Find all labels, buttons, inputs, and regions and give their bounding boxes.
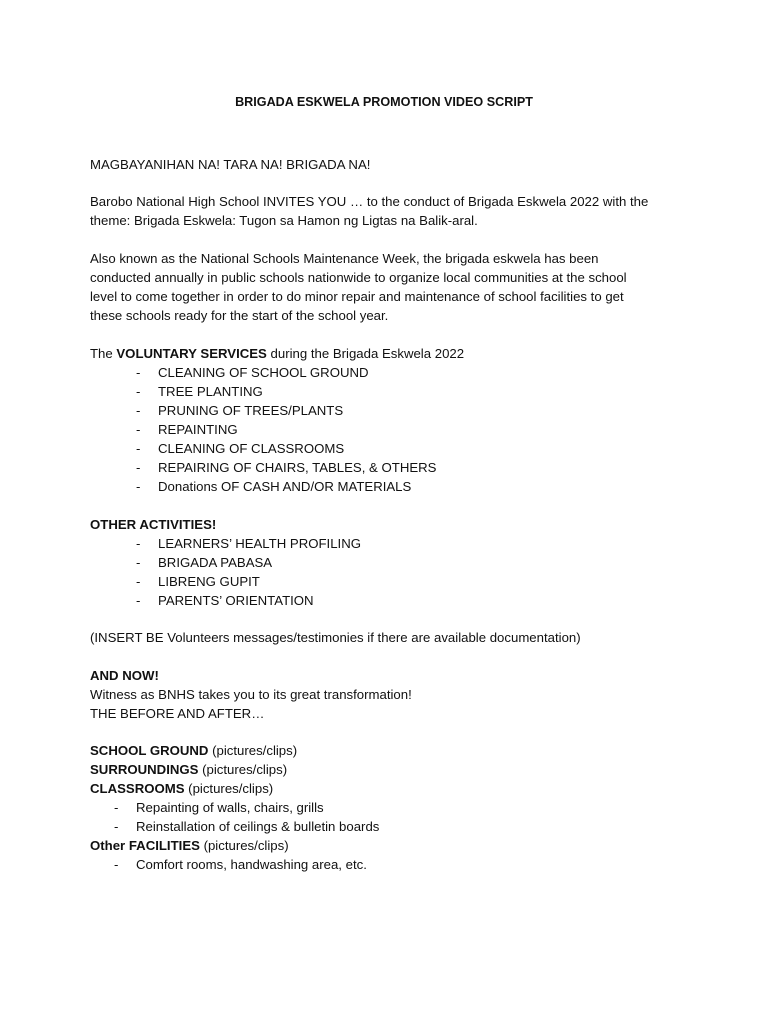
voluntary-prefix: The bbox=[90, 346, 117, 361]
dash-bullet: - bbox=[136, 460, 141, 475]
list-item bbox=[90, 477, 680, 496]
background-line: these schools ready for the start of the school year. bbox=[90, 308, 389, 323]
list-item-text: PRUNING OF TREES/PLANTS bbox=[158, 403, 344, 418]
dash-bullet: - bbox=[136, 479, 141, 494]
intro-line: Barobo National High School INVITES YOU … to the conduct of Brigada Eskwela 2022 with the bbox=[90, 194, 649, 209]
section-note: (pictures/clips) bbox=[208, 743, 298, 758]
section-note: (pictures/clips) bbox=[198, 762, 288, 777]
list-item-text: BRIGADA PABASA bbox=[158, 555, 273, 570]
background-line: level to come together in order to do minor repair and maintenance of school facilities to get bbox=[90, 289, 624, 304]
list-item-text: LEARNERS’ HEALTH PROFILING bbox=[158, 536, 361, 551]
list-item-text: CLEANING OF SCHOOL GROUND bbox=[158, 365, 369, 380]
background-line: conducted annually in public schools nationwide to organize local communities at the school bbox=[90, 270, 627, 285]
insert-note bbox=[90, 628, 680, 647]
list-item bbox=[90, 458, 680, 477]
list-item bbox=[90, 572, 680, 591]
background-paragraph bbox=[90, 249, 680, 325]
tagline bbox=[90, 155, 680, 174]
voluntary-bold: VOLUNTARY SERVICES bbox=[116, 346, 267, 361]
section-note: (pictures/clips) bbox=[184, 781, 274, 796]
list-item-text: LIBRENG GUPIT bbox=[158, 574, 260, 589]
dash-bullet: - bbox=[114, 800, 119, 815]
background-line: Also known as the National Schools Maintenance Week, the brigada eskwela has been bbox=[90, 251, 599, 266]
dash-bullet: - bbox=[114, 857, 119, 872]
section-label: SCHOOL GROUND bbox=[90, 743, 209, 758]
list-item-text: REPAINTING bbox=[158, 422, 238, 437]
dash-bullet: - bbox=[136, 555, 141, 570]
dash-bullet: - bbox=[136, 574, 141, 589]
intro-line: theme: Brigada Eskwela: Tugon sa Hamon ng Ligtas na Balik-aral. bbox=[90, 213, 478, 228]
list-item-text: TREE PLANTING bbox=[158, 384, 263, 399]
dash-bullet: - bbox=[136, 536, 141, 551]
and-now-line: THE BEFORE AND AFTER… bbox=[90, 706, 265, 721]
list-item bbox=[90, 798, 680, 817]
other-facilities-line bbox=[90, 836, 680, 855]
list-item bbox=[90, 591, 680, 610]
list-item bbox=[90, 363, 680, 382]
and-now-section bbox=[90, 666, 680, 723]
list-item bbox=[90, 382, 680, 401]
section-label: SURROUNDINGS bbox=[90, 762, 199, 777]
school-ground-line bbox=[90, 741, 680, 760]
list-item bbox=[90, 401, 680, 420]
dash-bullet: - bbox=[136, 403, 141, 418]
section-prefix: Other bbox=[90, 838, 129, 853]
before-after-sections bbox=[90, 741, 680, 874]
list-item-text: Repainting of walls, chairs, grills bbox=[136, 800, 324, 815]
list-item bbox=[90, 817, 680, 836]
dash-bullet: - bbox=[136, 441, 141, 456]
list-item bbox=[90, 855, 680, 874]
and-now-line: Witness as BNHS takes you to its great transformation! bbox=[90, 687, 412, 702]
section-note: (pictures/clips) bbox=[199, 838, 289, 853]
list-item-text: CLEANING OF CLASSROOMS bbox=[158, 441, 345, 456]
intro-paragraph bbox=[90, 192, 680, 230]
and-now-title: AND NOW! bbox=[90, 668, 159, 683]
list-item bbox=[90, 439, 680, 458]
tagline-text: MAGBAYANIHAN NA! TARA NA! BRIGADA NA! bbox=[90, 157, 371, 172]
and-now-heading bbox=[90, 666, 680, 685]
section-label: FACILITIES bbox=[128, 838, 200, 853]
list-item-text: REPAIRING OF CHAIRS, TABLES, & OTHERS bbox=[158, 460, 437, 475]
list-item-text: Reinstallation of ceilings & bulletin boards bbox=[136, 819, 380, 834]
dash-bullet: - bbox=[114, 819, 119, 834]
classrooms-line bbox=[90, 779, 680, 798]
other-activities-heading bbox=[90, 515, 680, 534]
voluntary-suffix: during the Brigada Eskwela 2022 bbox=[266, 346, 465, 361]
other-activities-title: OTHER ACTIVITIES! bbox=[90, 517, 217, 532]
list-item bbox=[90, 534, 680, 553]
other-activities-section bbox=[90, 515, 680, 610]
list-item-text: PARENTS’ ORIENTATION bbox=[158, 593, 314, 608]
dash-bullet: - bbox=[136, 593, 141, 608]
voluntary-heading bbox=[90, 344, 680, 363]
document-title: BRIGADA ESKWELA PROMOTION VIDEO SCRIPT bbox=[235, 95, 533, 109]
voluntary-services-section bbox=[90, 344, 680, 496]
dash-bullet: - bbox=[136, 365, 141, 380]
dash-bullet: - bbox=[136, 384, 141, 399]
surroundings-line bbox=[90, 760, 680, 779]
list-item bbox=[90, 553, 680, 572]
section-label: CLASSROOMS bbox=[90, 781, 185, 796]
insert-note-text: (INSERT BE Volunteers messages/testimonies if there are available documentation) bbox=[90, 630, 581, 645]
list-item bbox=[90, 420, 680, 439]
list-item-text: Donations OF CASH AND/OR MATERIALS bbox=[158, 479, 412, 494]
list-item-text: Comfort rooms, handwashing area, etc. bbox=[136, 857, 367, 872]
dash-bullet: - bbox=[136, 422, 141, 437]
